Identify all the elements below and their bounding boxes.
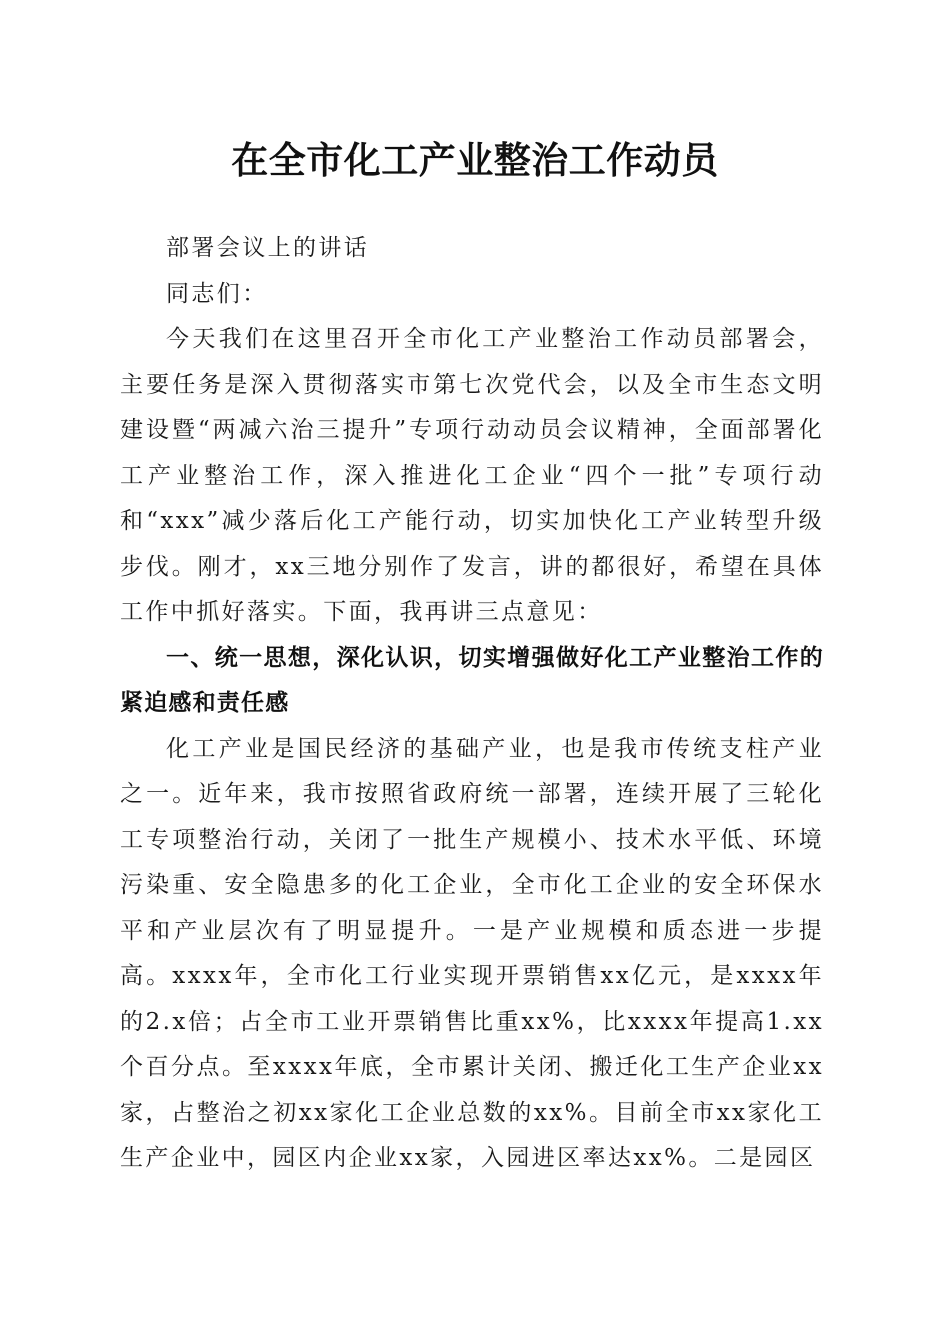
section-heading-1: 一、统一思想，深化认识，切实增强做好化工产业整治工作的紧迫感和责任感	[120, 644, 824, 716]
paragraph-body: 化工产业是国民经济的基础产业，也是我市传统支柱产业之一。近年来，我市按照省政府统一部署，连续开展了三轮化工专项整治行动，关闭了一批生产规模小、技术水平低、环境污染重、安全隐患多的化工企业，全市化工企业的安全环保水平和产业层次有了明显提升。一是产业规模和质态进一步提高。xxxx年，全市化工行业实现开票销售xx亿元，是xxxx年的2.x倍；占全市工业开票销售比重xx%，比xxxx年提高1.xx个百分点。至xxxx年底，全市累计关闭、搬迁化工生产企业xx家，占整治之初xx家化工企业总数的xx%。目前全市xx家化工生产企业中，园区内企业xx家，入园进区率达xx%。二是园区	[120, 735, 824, 1171]
salutation: 同志们：	[166, 280, 268, 307]
document-subtitle: 部署会议上的讲话	[166, 235, 370, 261]
document-body	[120, 226, 824, 1182]
document-title: 在全市化工产业整治工作动员	[231, 138, 719, 182]
paragraph-intro: 今天我们在这里召开全市化工产业整治工作动员部署会，主要任务是深入贯彻落实市第七次党代会，以及全市生态文明建设暨“两减六治三提升”专项行动动员会议精神，全面部署化工产业整治工作，深入推进化工企业“四个一批”专项行动和“xxx”减少落后化工产能行动，切实加快化工产业转型升级步伐。刚才，xx三地分别作了发言，讲的都很好，希望在具体工作中抓好落实。下面，我再讲三点意见：	[120, 326, 824, 625]
